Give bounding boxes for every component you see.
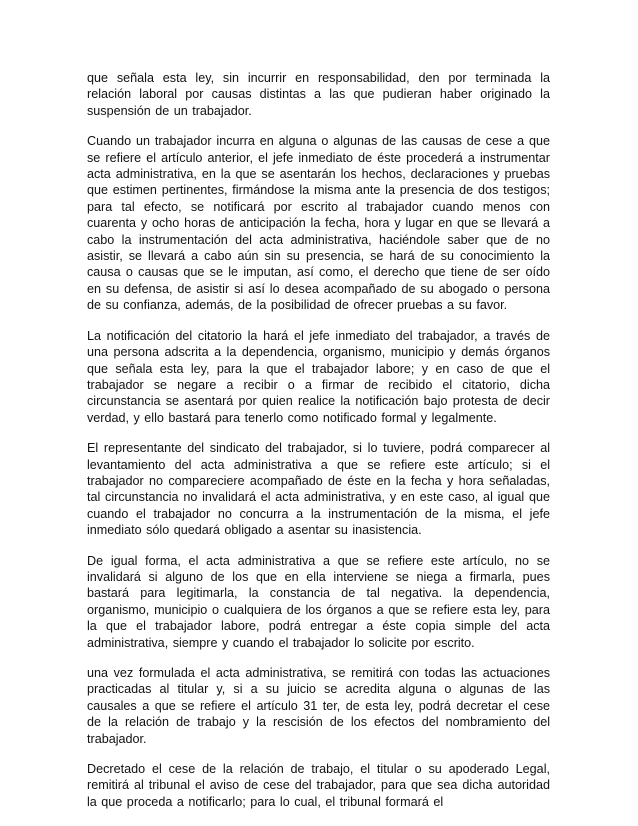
paragraph-6: una vez formulada el acta administrativa, se remitirá con todas las actuaciones practicadas al titular y, si a su juicio se acredita alguna o algunas de las causales a que se refiere el artículo 31 ter, de esta ley, podrá decretar el cese de la relación de trabajo y la rescisión de los efectos del nombramiento del trabajador. [87,666,550,746]
paragraph-3: La notificación del citatorio la hará el jefe inmediato del trabajador, a través de una persona adscrita a la dependencia, organismo, municipio y demás órganos que señala esta ley, para la que el trabajador labore; y en caso de que el trabajador se negare a recibir o a firmar de recibido el citatorio, dicha circunstancia se asentará por quien realice la notificación bajo protesta de decir verdad, y ello bastará para tenerlo como notificado formal y legalmente. [87,328,550,425]
paragraph-2: Cuando un trabajador incurra en alguna o algunas de las causas de cese a que se refiere el artículo anterior, el jefe inmediato de éste procederá a instrumentar acta administrativa, en la que se asentarán los hechos, declaraciones y pruebas que estimen pertinentes, firmándose la misma ante la presencia de dos testigos; para tal efecto, se notificará por escrito al trabajador cuando menos con cuarenta y ocho horas de anticipación la fecha, hora y lugar en que se llevará a cabo la instrumentación del acta administrativa, haciéndole saber que de no asistir, se llevará a cabo aún sin su presencia, se hará de su conocimiento la causa o causas que se le imputan, así como, el derecho que tiene de ser oído en su defensa, de asistir si así lo desea acompañado de su abogado o persona de su confianza, además, de la posibilidad de ofrecer pruebas a su favor. [87,134,550,313]
paragraph-5: De igual forma, el acta administrativa a que se refiere este artículo, no se invalidará si alguno de los que en ella interviene se niega a firmarla, pues bastará para legitimarla, la constancia de tal negativa. la dependencia, organismo, municipio o cualquiera de los órganos a que se refiere esta ley, para la que el trabajador labore, podrá entregar a éste copia simple del acta administrativa, siempre y cuando el trabajador lo solicite por escrito. [87,553,550,650]
paragraph-1: que señala esta ley, sin incurrir en responsabilidad, den por terminada la relación laboral por causas distintas a las que pudieran haber originado la suspensión de un trabajador. [87,71,550,118]
paragraph-4: El representante del sindicato del trabajador, si lo tuviere, podrá comparecer al levantamiento del acta administrativa a que se refiere este artículo; si el trabajador no compareciere acompañado de éste en la fecha y hora señaladas, tal circunstancia no invalidará el acta administrativa, y en este caso, al igual que cuando el trabajador no concurra a la instrumentación de la misma, el jefe inmediato sólo quedará obligado a asentar su inasistencia. [87,441,550,538]
paragraph-7: Decretado el cese de la relación de trabajo, el titular o su apoderado Legal, remitirá al tribunal el aviso de cese del trabajador, para que sea dicha autoridad la que proceda a notificarlo; para lo cual, el tribunal formará el [87,762,550,809]
document-page [87,70,550,810]
